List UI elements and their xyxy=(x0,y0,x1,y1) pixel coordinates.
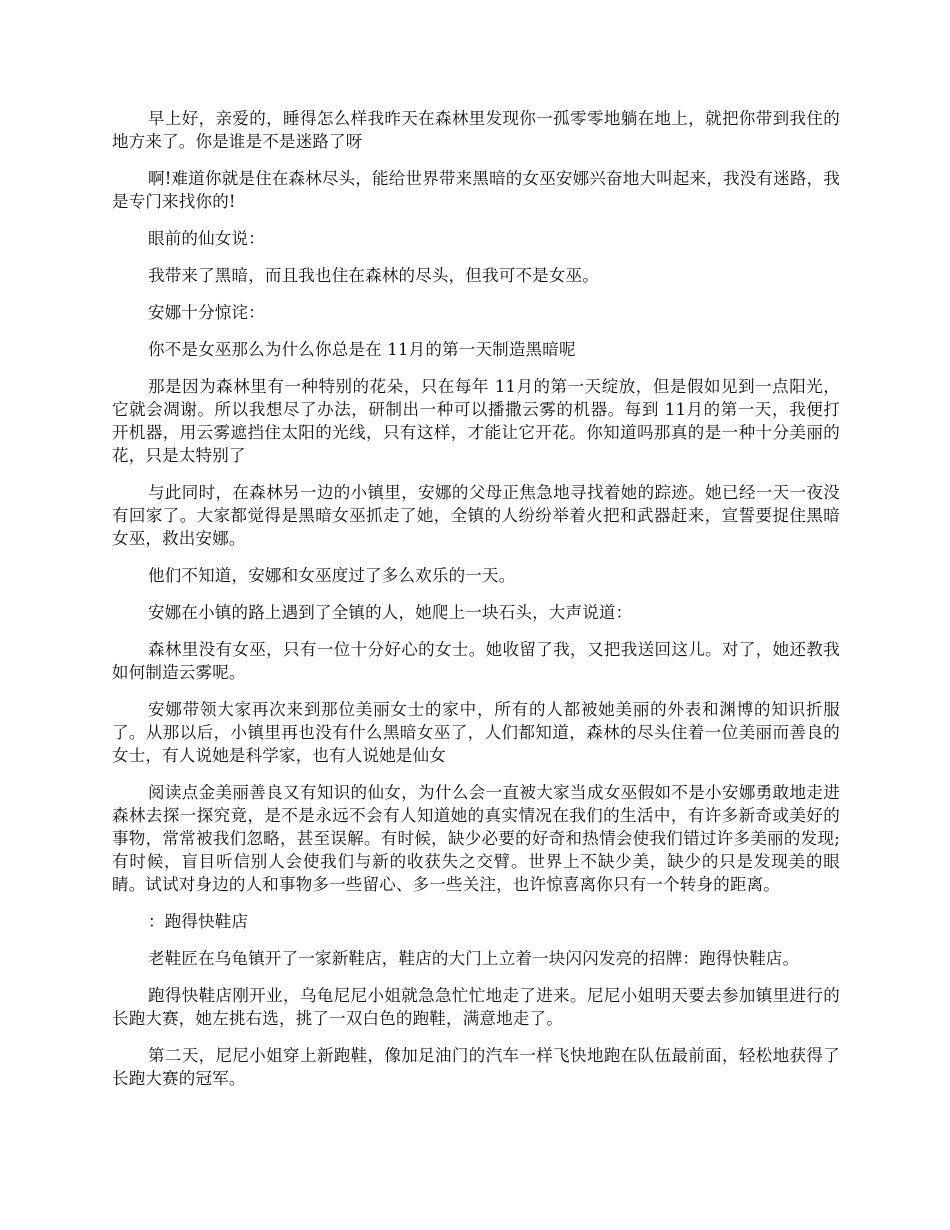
paragraph: 跑得快鞋店刚开业，乌龟尼尼小姐就急急忙忙地走了进来。尼尼小姐明天要去参加镇里进行的长跑大赛，她左挑右选，挑了一双白色的跑鞋，满意地走了。 xyxy=(112,986,840,1028)
paragraph: 与此同时，在森林另一边的小镇里，安娜的父母正焦急地寻找着她的踪迹。她已经一天一夜没有回家了。大家都觉得是黑暗女巫抓走了她，全镇的人纷纷举着火把和武器赶来，宣誓要捉住黑暗女巫，救出安娜。 xyxy=(112,483,840,548)
paragraph: 森林里没有女巫，只有一位十分好心的女士。她收留了我，又把我送回这儿。对了，她还教我如何制造云雾呢。 xyxy=(112,640,840,682)
paragraph: 那是因为森林里有一种特别的花朵，只在每年 11月的第一天绽放，但是假如见到一点阳光，它就会凋谢。所以我想尽了办法，研制出一种可以播撒云雾的机器。每到 11月的第一天，我便打开机器，用云雾遮挡住太阳的光线，只有这样，才能让它开花。你知道吗那真的是一种十分美丽的花，只是太特别了 xyxy=(112,377,840,465)
paragraph: 他们不知道，安娜和女巫度过了多么欢乐的一天。 xyxy=(148,566,516,585)
paragraph: 安娜在小镇的路上遇到了全镇的人，她爬上一块石头，大声说道： xyxy=(148,603,633,622)
paragraph: 老鞋匠在乌龟镇开了一家新鞋店，鞋店的大门上立着一块闪闪发亮的招牌：跑得快鞋店。 xyxy=(148,949,800,968)
section-heading: ：跑得快鞋店 xyxy=(148,912,249,931)
document-page xyxy=(112,107,840,1104)
paragraph: 安娜十分惊诧： xyxy=(148,303,265,322)
paragraph: 第二天，尼尼小姐穿上新跑鞋，像加足油门的汽车一样飞快地跑在队伍最前面，轻松地获得了长跑大赛的冠军。 xyxy=(112,1046,840,1088)
paragraph: 你不是女巫那么为什么你总是在 11月的第一天制造黑暗呢 xyxy=(148,340,576,359)
paragraph: 安娜带领大家再次来到那位美丽女士的家中，所有的人都被她美丽的外表和渊博的知识折服了。从那以后，小镇里再也没有什么黑暗女巫了，人们都知道，森林的尽头住着一位美丽而善良的女士，有人说她是科学家，也有人说她是仙女 xyxy=(112,700,840,765)
paragraph: 啊!难道你就是住在森林尽头，能给世界带来黑暗的女巫安娜兴奋地大叫起来，我没有迷路，我是专门来找你的! xyxy=(112,169,840,211)
paragraph: 早上好，亲爱的，睡得怎么样我昨天在森林里发现你一孤零零地躺在地上，就把你带到我住的地方来了。你是谁是不是迷路了呀 xyxy=(112,109,840,151)
paragraph: 阅读点金美丽善良又有知识的仙女，为什么会一直被大家当成女巫假如不是小安娜勇敢地走进森林去探一探究竟，是不是永远不会有人知道她的真实情况在我们的生活中，有许多新奇或美好的事物，常常被我们忽略，甚至误解。有时候，缺少必要的好奇和热情会使我们错过许多美丽的发现;有时候，盲目听信别人会使我们与新的收获失之交臂。世界上不缺少美，缺少的只是发现美的眼睛。试试对身边的人和事物多一些留心、多一些关注，也许惊喜离你只有一个转身的距离。 xyxy=(112,783,840,894)
paragraph: 眼前的仙女说： xyxy=(148,229,265,248)
paragraph: 我带来了黑暗，而且我也住在森林的尽头，但我可不是女巫。 xyxy=(148,266,599,285)
